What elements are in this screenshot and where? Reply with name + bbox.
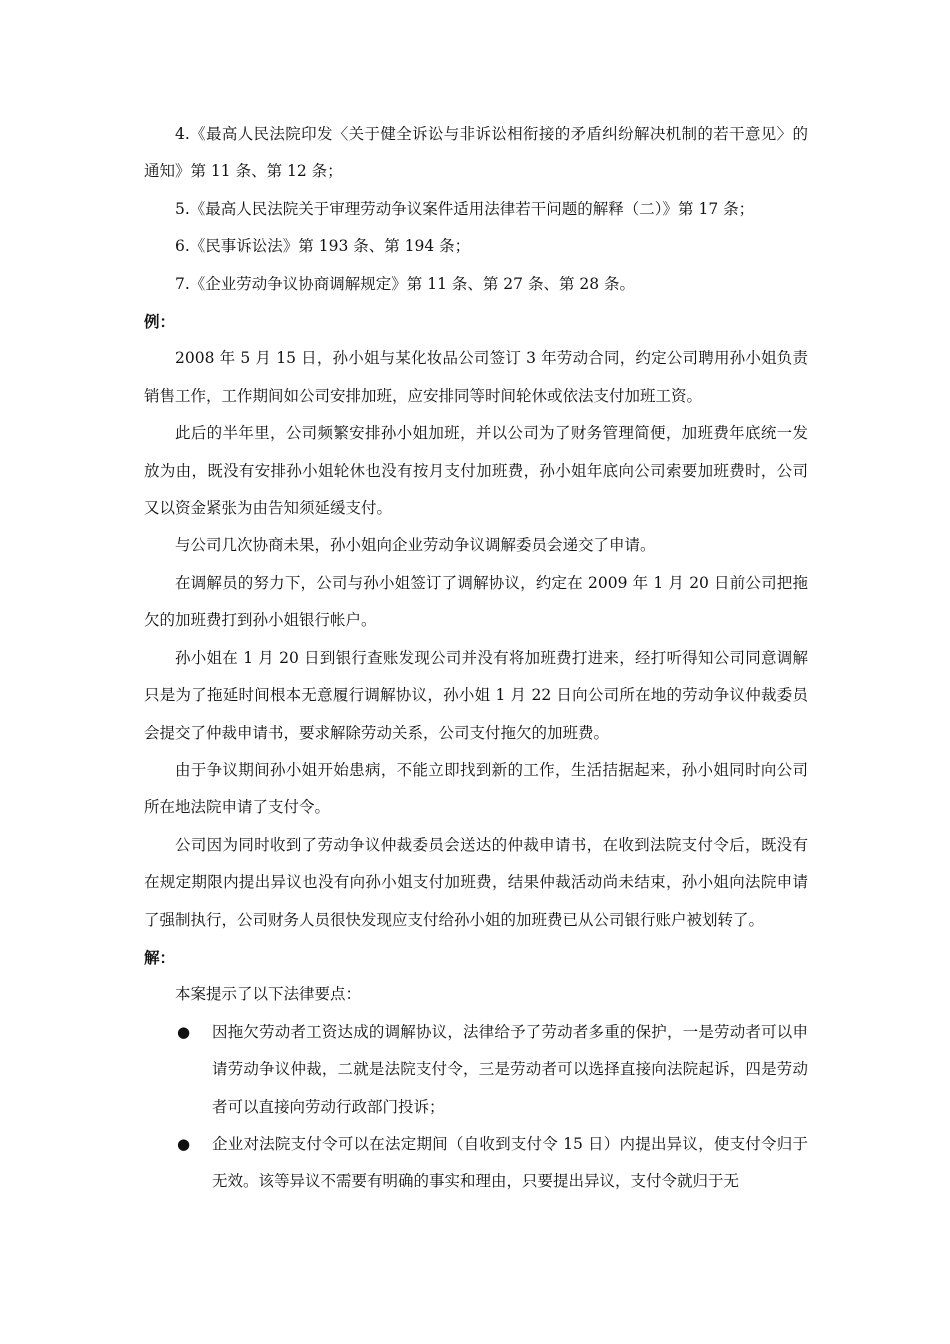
example-paragraph: 由于争议期间孙小姐开始患病，不能立即找到新的工作，生活拮据起来，孙小姐同时向公司所在地法院申请了支付令。 [144,760,808,817]
legal-points-list [144,1014,808,1201]
reference-item: 5.《最高人民法院关于审理劳动争议案件适用法律若干问题的解释（二）》第 17 条； [175,199,755,218]
list-item [144,1014,808,1126]
list-item-text: 因拖欠劳动者工资达成的调解协议，法律给予了劳动者多重的保护，一是劳动者可以申请劳动争议仲裁，二就是法院支付令，三是劳动者可以选择直接向法院起诉，四是劳动者可以直接向劳动行政部门投诉； [212,1022,808,1116]
bullet-icon: ● [177,1022,191,1041]
bullet-icon: ● [177,1134,191,1153]
example-paragraph: 公司因为同时收到了劳动争议仲裁委员会送达的仲裁申请书，在收到法院支付令后，既没有在规定期限内提出异议也没有向孙小姐支付加班费，结果仲裁活动尚未结束，孙小姐向法院申请了强制执行，公司财务人员很快发现应支付给孙小姐的加班费已从公司银行账户被划转了。 [144,835,808,929]
solution-intro: 本案提示了以下法律要点： [175,985,362,1004]
list-item [144,1126,808,1201]
example-paragraph: 与公司几次协商未果，孙小姐向企业劳动争议调解委员会递交了申请。 [175,536,656,555]
reference-item: 7.《企业劳动争议协商调解规定》第 11 条、第 27 条、第 28 条。 [175,274,636,293]
example-paragraph: 2008 年 5 月 15 日，孙小姐与某化妆品公司签订 3 年劳动合同，约定公司聘用孙小姐负责销售工作，工作期间如公司安排加班，应安排同等时间轮休或依法支付加班工资。 [144,349,808,405]
solution-heading: 解： [144,947,176,967]
reference-item: 4.《最高人民法院印发〈关于健全诉讼与非诉讼相衔接的矛盾纠纷解决机制的若干意见〉的通知》第 11 条、第 12 条； [144,125,808,181]
list-item-text: 企业对法院支付令可以在法定期间（自收到支付令 15 日）内提出异议，使支付令归于无效。该等异议不需要有明确的事实和理由，只要提出异议，支付令就归于无 [212,1134,808,1191]
document-body [144,116,808,1201]
example-paragraph: 孙小姐在 1 月 20 日到银行查账发现公司并没有将加班费打进来，经打听得知公司同意调解只是为了拖延时间根本无意履行调解协议，孙小姐 1 月 22 日向公司所在地的劳动争议仲裁委员会提交了仲裁申请书，要求解除劳动关系，公司支付拖欠的加班费。 [144,648,808,742]
example-heading: 例： [144,312,176,332]
example-paragraph: 在调解员的努力下，公司与孙小姐签订了调解协议，约定在 2009 年 1 月 20 日前公司把拖欠的加班费打到孙小姐银行帐户。 [144,573,808,630]
example-paragraph: 此后的半年里，公司频繁安排孙小姐加班，并以公司为了财务管理简便，加班费年底统一发放为由，既没有安排孙小姐轮休也没有按月支付加班费，孙小姐年底向公司索要加班费时，公司又以资金紧张为由告知须延缓支付。 [144,424,808,518]
reference-item: 6.《民事诉讼法》第 193 条、第 194 条； [175,237,471,256]
